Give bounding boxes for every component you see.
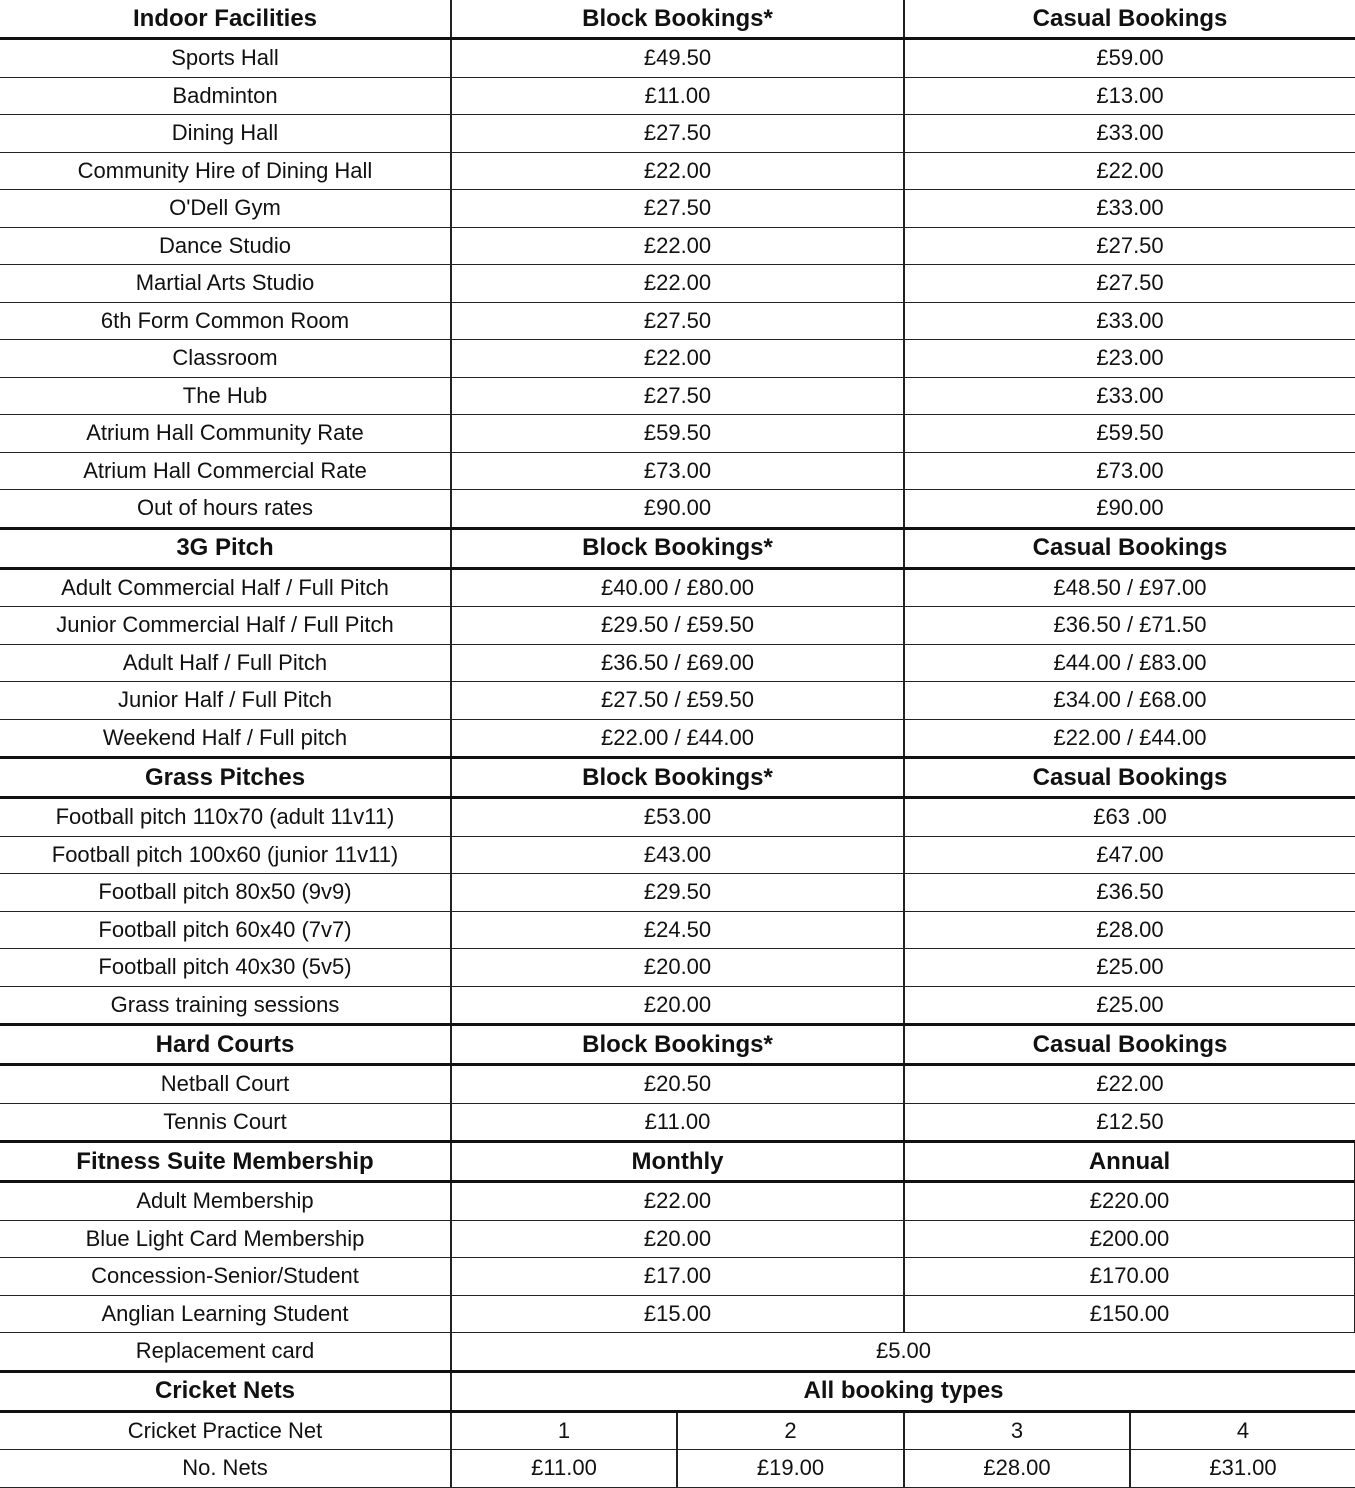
table-row bbox=[0, 115, 1355, 153]
membership-name: Adult Membership bbox=[0, 1182, 451, 1221]
casual-price: £33.00 bbox=[904, 190, 1355, 228]
block-price: £27.50 bbox=[451, 302, 904, 340]
table-row bbox=[0, 607, 1355, 645]
replacement-card-label: Replacement card bbox=[0, 1333, 451, 1372]
table-row bbox=[0, 986, 1355, 1025]
casual-price: £33.00 bbox=[904, 115, 1355, 153]
cricket-header-row bbox=[0, 1371, 1355, 1411]
fitness-header-row bbox=[0, 1142, 1355, 1182]
table-row bbox=[0, 644, 1355, 682]
replacement-card-price: £5.00 bbox=[451, 1333, 1355, 1372]
facility-name: Badminton bbox=[0, 77, 451, 115]
cricket-nets-row bbox=[0, 1411, 1355, 1450]
facility-name: Weekend Half / Full pitch bbox=[0, 719, 451, 758]
net-price: £31.00 bbox=[1130, 1450, 1355, 1488]
casual-price: £22.00 / £44.00 bbox=[904, 719, 1355, 758]
block-price: £24.50 bbox=[451, 911, 904, 949]
cricket-practice-net-label: Cricket Practice Net bbox=[0, 1411, 451, 1450]
cricket-price-row bbox=[0, 1450, 1355, 1488]
table-row bbox=[0, 265, 1355, 303]
facility-name: Football pitch 100x60 (junior 11v11) bbox=[0, 836, 451, 874]
facility-name: Grass training sessions bbox=[0, 986, 451, 1025]
fitness-section-title: Fitness Suite Membership bbox=[0, 1142, 451, 1182]
facility-name: Junior Commercial Half / Full Pitch bbox=[0, 607, 451, 645]
net-count: 3 bbox=[904, 1411, 1130, 1450]
table-row bbox=[0, 377, 1355, 415]
net-count: 4 bbox=[1130, 1411, 1355, 1450]
membership-name: Concession-Senior/Student bbox=[0, 1258, 451, 1296]
casual-price: £23.00 bbox=[904, 340, 1355, 378]
casual-price: £28.00 bbox=[904, 911, 1355, 949]
facility-name: Atrium Hall Community Rate bbox=[0, 415, 451, 453]
facility-name: Classroom bbox=[0, 340, 451, 378]
block-price: £22.00 bbox=[451, 265, 904, 303]
facility-name: Dining Hall bbox=[0, 115, 451, 153]
block-price: £73.00 bbox=[451, 452, 904, 490]
block-price: £11.00 bbox=[451, 1103, 904, 1142]
facility-name: Adult Half / Full Pitch bbox=[0, 644, 451, 682]
table-row bbox=[0, 227, 1355, 265]
grass-pitches-header-row bbox=[0, 758, 1355, 798]
casual-price: £34.00 / £68.00 bbox=[904, 682, 1355, 720]
casual-price: £12.50 bbox=[904, 1103, 1355, 1142]
no-nets-label: No. Nets bbox=[0, 1450, 451, 1488]
table-row bbox=[0, 340, 1355, 378]
casual-price: £48.50 / £97.00 bbox=[904, 568, 1355, 607]
table-row bbox=[0, 1258, 1355, 1296]
block-price: £22.00 bbox=[451, 340, 904, 378]
annual-header: Annual bbox=[904, 1142, 1355, 1182]
table-row bbox=[0, 415, 1355, 453]
casual-bookings-header: Casual Bookings bbox=[904, 528, 1355, 568]
net-price: £19.00 bbox=[677, 1450, 904, 1488]
facility-name: Adult Commercial Half / Full Pitch bbox=[0, 568, 451, 607]
block-bookings-header: Block Bookings* bbox=[451, 1025, 904, 1065]
replacement-card-row bbox=[0, 1333, 1355, 1372]
monthly-price: £15.00 bbox=[451, 1295, 904, 1333]
casual-price: £90.00 bbox=[904, 490, 1355, 529]
membership-name: Anglian Learning Student bbox=[0, 1295, 451, 1333]
block-price: £29.50 / £59.50 bbox=[451, 607, 904, 645]
grass-pitches-section-title: Grass Pitches bbox=[0, 758, 451, 798]
table-row bbox=[0, 949, 1355, 987]
block-price: £27.50 bbox=[451, 115, 904, 153]
table-row bbox=[0, 798, 1355, 837]
cricket-section-title: Cricket Nets bbox=[0, 1371, 451, 1411]
table-row bbox=[0, 77, 1355, 115]
block-price: £22.00 / £44.00 bbox=[451, 719, 904, 758]
table-row bbox=[0, 1220, 1355, 1258]
casual-price: £27.50 bbox=[904, 227, 1355, 265]
net-count: 1 bbox=[451, 1411, 677, 1450]
facility-name: Atrium Hall Commercial Rate bbox=[0, 452, 451, 490]
casual-price: £22.00 bbox=[904, 1065, 1355, 1104]
block-bookings-header: Block Bookings* bbox=[451, 528, 904, 568]
indoor-facilities-section-title: Indoor Facilities bbox=[0, 0, 451, 39]
table-row bbox=[0, 682, 1355, 720]
net-price: £11.00 bbox=[451, 1450, 677, 1488]
table-row bbox=[0, 1103, 1355, 1142]
casual-price: £25.00 bbox=[904, 986, 1355, 1025]
casual-price: £22.00 bbox=[904, 152, 1355, 190]
facility-name: Football pitch 80x50 (9v9) bbox=[0, 874, 451, 912]
casual-price: £33.00 bbox=[904, 377, 1355, 415]
block-price: £90.00 bbox=[451, 490, 904, 529]
annual-price: £170.00 bbox=[904, 1258, 1355, 1296]
block-bookings-header: Block Bookings* bbox=[451, 758, 904, 798]
annual-price: £200.00 bbox=[904, 1220, 1355, 1258]
block-price: £59.50 bbox=[451, 415, 904, 453]
casual-price: £27.50 bbox=[904, 265, 1355, 303]
3g-pitch-header-row bbox=[0, 528, 1355, 568]
membership-name: Blue Light Card Membership bbox=[0, 1220, 451, 1258]
casual-bookings-header: Casual Bookings bbox=[904, 758, 1355, 798]
facility-name: Out of hours rates bbox=[0, 490, 451, 529]
table-row bbox=[0, 719, 1355, 758]
block-price: £29.50 bbox=[451, 874, 904, 912]
facility-name: O'Dell Gym bbox=[0, 190, 451, 228]
casual-price: £47.00 bbox=[904, 836, 1355, 874]
block-price: £53.00 bbox=[451, 798, 904, 837]
net-price: £28.00 bbox=[904, 1450, 1130, 1488]
hard-courts-header-row bbox=[0, 1025, 1355, 1065]
table-row bbox=[0, 39, 1355, 78]
block-price: £27.50 bbox=[451, 377, 904, 415]
block-price: £27.50 / £59.50 bbox=[451, 682, 904, 720]
table-row bbox=[0, 1295, 1355, 1333]
casual-price: £73.00 bbox=[904, 452, 1355, 490]
block-price: £20.00 bbox=[451, 986, 904, 1025]
all-booking-types-header: All booking types bbox=[451, 1371, 1355, 1411]
table-row bbox=[0, 490, 1355, 529]
table-row bbox=[0, 836, 1355, 874]
casual-bookings-header: Casual Bookings bbox=[904, 1025, 1355, 1065]
monthly-price: £17.00 bbox=[451, 1258, 904, 1296]
facility-name: Dance Studio bbox=[0, 227, 451, 265]
casual-price: £63 .00 bbox=[904, 798, 1355, 837]
hard-courts-section-title: Hard Courts bbox=[0, 1025, 451, 1065]
monthly-price: £22.00 bbox=[451, 1182, 904, 1221]
block-price: £27.50 bbox=[451, 190, 904, 228]
facility-name: 6th Form Common Room bbox=[0, 302, 451, 340]
block-price: £22.00 bbox=[451, 227, 904, 265]
block-price: £36.50 / £69.00 bbox=[451, 644, 904, 682]
table-row bbox=[0, 874, 1355, 912]
block-price: £43.00 bbox=[451, 836, 904, 874]
table-row bbox=[0, 1182, 1355, 1221]
casual-price: £25.00 bbox=[904, 949, 1355, 987]
table-row bbox=[0, 911, 1355, 949]
table-row bbox=[0, 190, 1355, 228]
casual-price: £44.00 / £83.00 bbox=[904, 644, 1355, 682]
block-price: £22.00 bbox=[451, 152, 904, 190]
net-count: 2 bbox=[677, 1411, 904, 1450]
casual-price: £36.50 bbox=[904, 874, 1355, 912]
casual-price: £59.00 bbox=[904, 39, 1355, 78]
table-row bbox=[0, 568, 1355, 607]
facility-name: Community Hire of Dining Hall bbox=[0, 152, 451, 190]
block-bookings-header: Block Bookings* bbox=[451, 0, 904, 39]
facility-name: Football pitch 40x30 (5v5) bbox=[0, 949, 451, 987]
casual-price: £13.00 bbox=[904, 77, 1355, 115]
block-price: £40.00 / £80.00 bbox=[451, 568, 904, 607]
facility-name: Football pitch 110x70 (adult 11v11) bbox=[0, 798, 451, 837]
block-price: £11.00 bbox=[451, 77, 904, 115]
annual-price: £220.00 bbox=[904, 1182, 1355, 1221]
facility-name: Martial Arts Studio bbox=[0, 265, 451, 303]
table-row bbox=[0, 1065, 1355, 1104]
block-price: £20.50 bbox=[451, 1065, 904, 1104]
facility-name: Netball Court bbox=[0, 1065, 451, 1104]
table-row bbox=[0, 452, 1355, 490]
3g-pitch-section-title: 3G Pitch bbox=[0, 528, 451, 568]
facility-name: The Hub bbox=[0, 377, 451, 415]
table-row bbox=[0, 302, 1355, 340]
block-price: £49.50 bbox=[451, 39, 904, 78]
monthly-price: £20.00 bbox=[451, 1220, 904, 1258]
facility-name: Junior Half / Full Pitch bbox=[0, 682, 451, 720]
casual-bookings-header: Casual Bookings bbox=[904, 0, 1355, 39]
facility-name: Tennis Court bbox=[0, 1103, 451, 1142]
facility-name: Sports Hall bbox=[0, 39, 451, 78]
annual-price: £150.00 bbox=[904, 1295, 1355, 1333]
facility-name: Football pitch 60x40 (7v7) bbox=[0, 911, 451, 949]
casual-price: £33.00 bbox=[904, 302, 1355, 340]
indoor-facilities-header-row bbox=[0, 0, 1355, 39]
casual-price: £59.50 bbox=[904, 415, 1355, 453]
block-price: £20.00 bbox=[451, 949, 904, 987]
monthly-header: Monthly bbox=[451, 1142, 904, 1182]
casual-price: £36.50 / £71.50 bbox=[904, 607, 1355, 645]
table-row bbox=[0, 152, 1355, 190]
